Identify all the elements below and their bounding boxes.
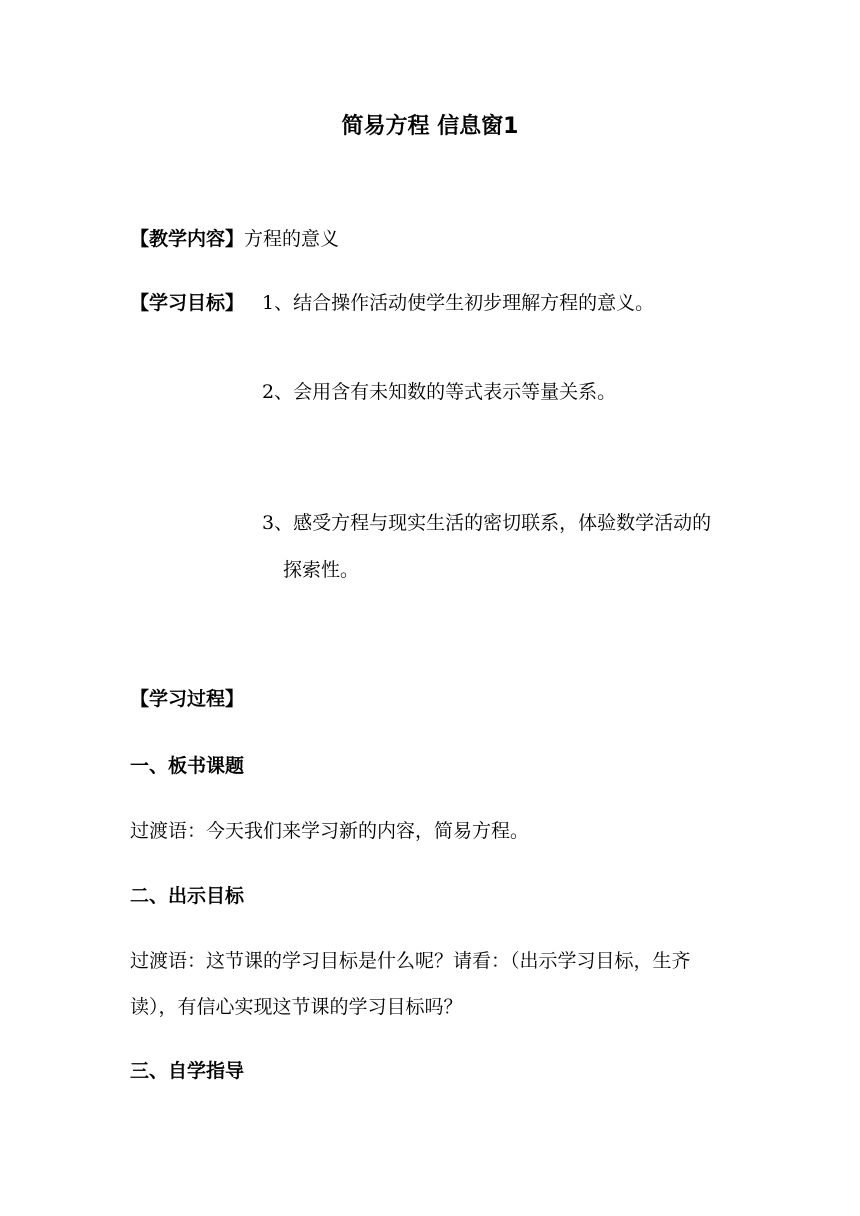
content-value: 方程的意义 — [244, 228, 340, 250]
section-1-line-1: 过渡语：今天我们来学习新的内容，简易方程。 — [130, 820, 530, 842]
section-heading-1: 一、板书课题 — [130, 755, 245, 777]
objectives-label: 【学习目标】 — [130, 292, 245, 314]
section-2-line-2: 读），有信心实现这节课的学习目标吗？ — [130, 996, 463, 1018]
content-label: 【教学内容】 — [130, 228, 245, 250]
objective-item-1: 1、结合操作活动使学生初步理解方程的意义。 — [262, 292, 655, 314]
process-label: 【学习过程】 — [130, 688, 245, 710]
section-heading-2: 二、出示目标 — [130, 885, 245, 907]
objective-item-2: 2、会用含有未知数的等式表示等量关系。 — [262, 381, 617, 403]
document-title: 简易方程 信息窗1 — [341, 114, 519, 139]
section-heading-3: 三、自学指导 — [130, 1060, 245, 1082]
content-row — [130, 226, 339, 252]
section-2-line-1: 过渡语：这节课的学习目标是什么呢？请看：（出示学习目标，生齐 — [130, 950, 691, 972]
objective-item-3: 3、感受方程与现实生活的密切联系，体验数学活动的 — [262, 512, 712, 534]
objective-item-3-continued: 探索性。 — [283, 559, 360, 581]
